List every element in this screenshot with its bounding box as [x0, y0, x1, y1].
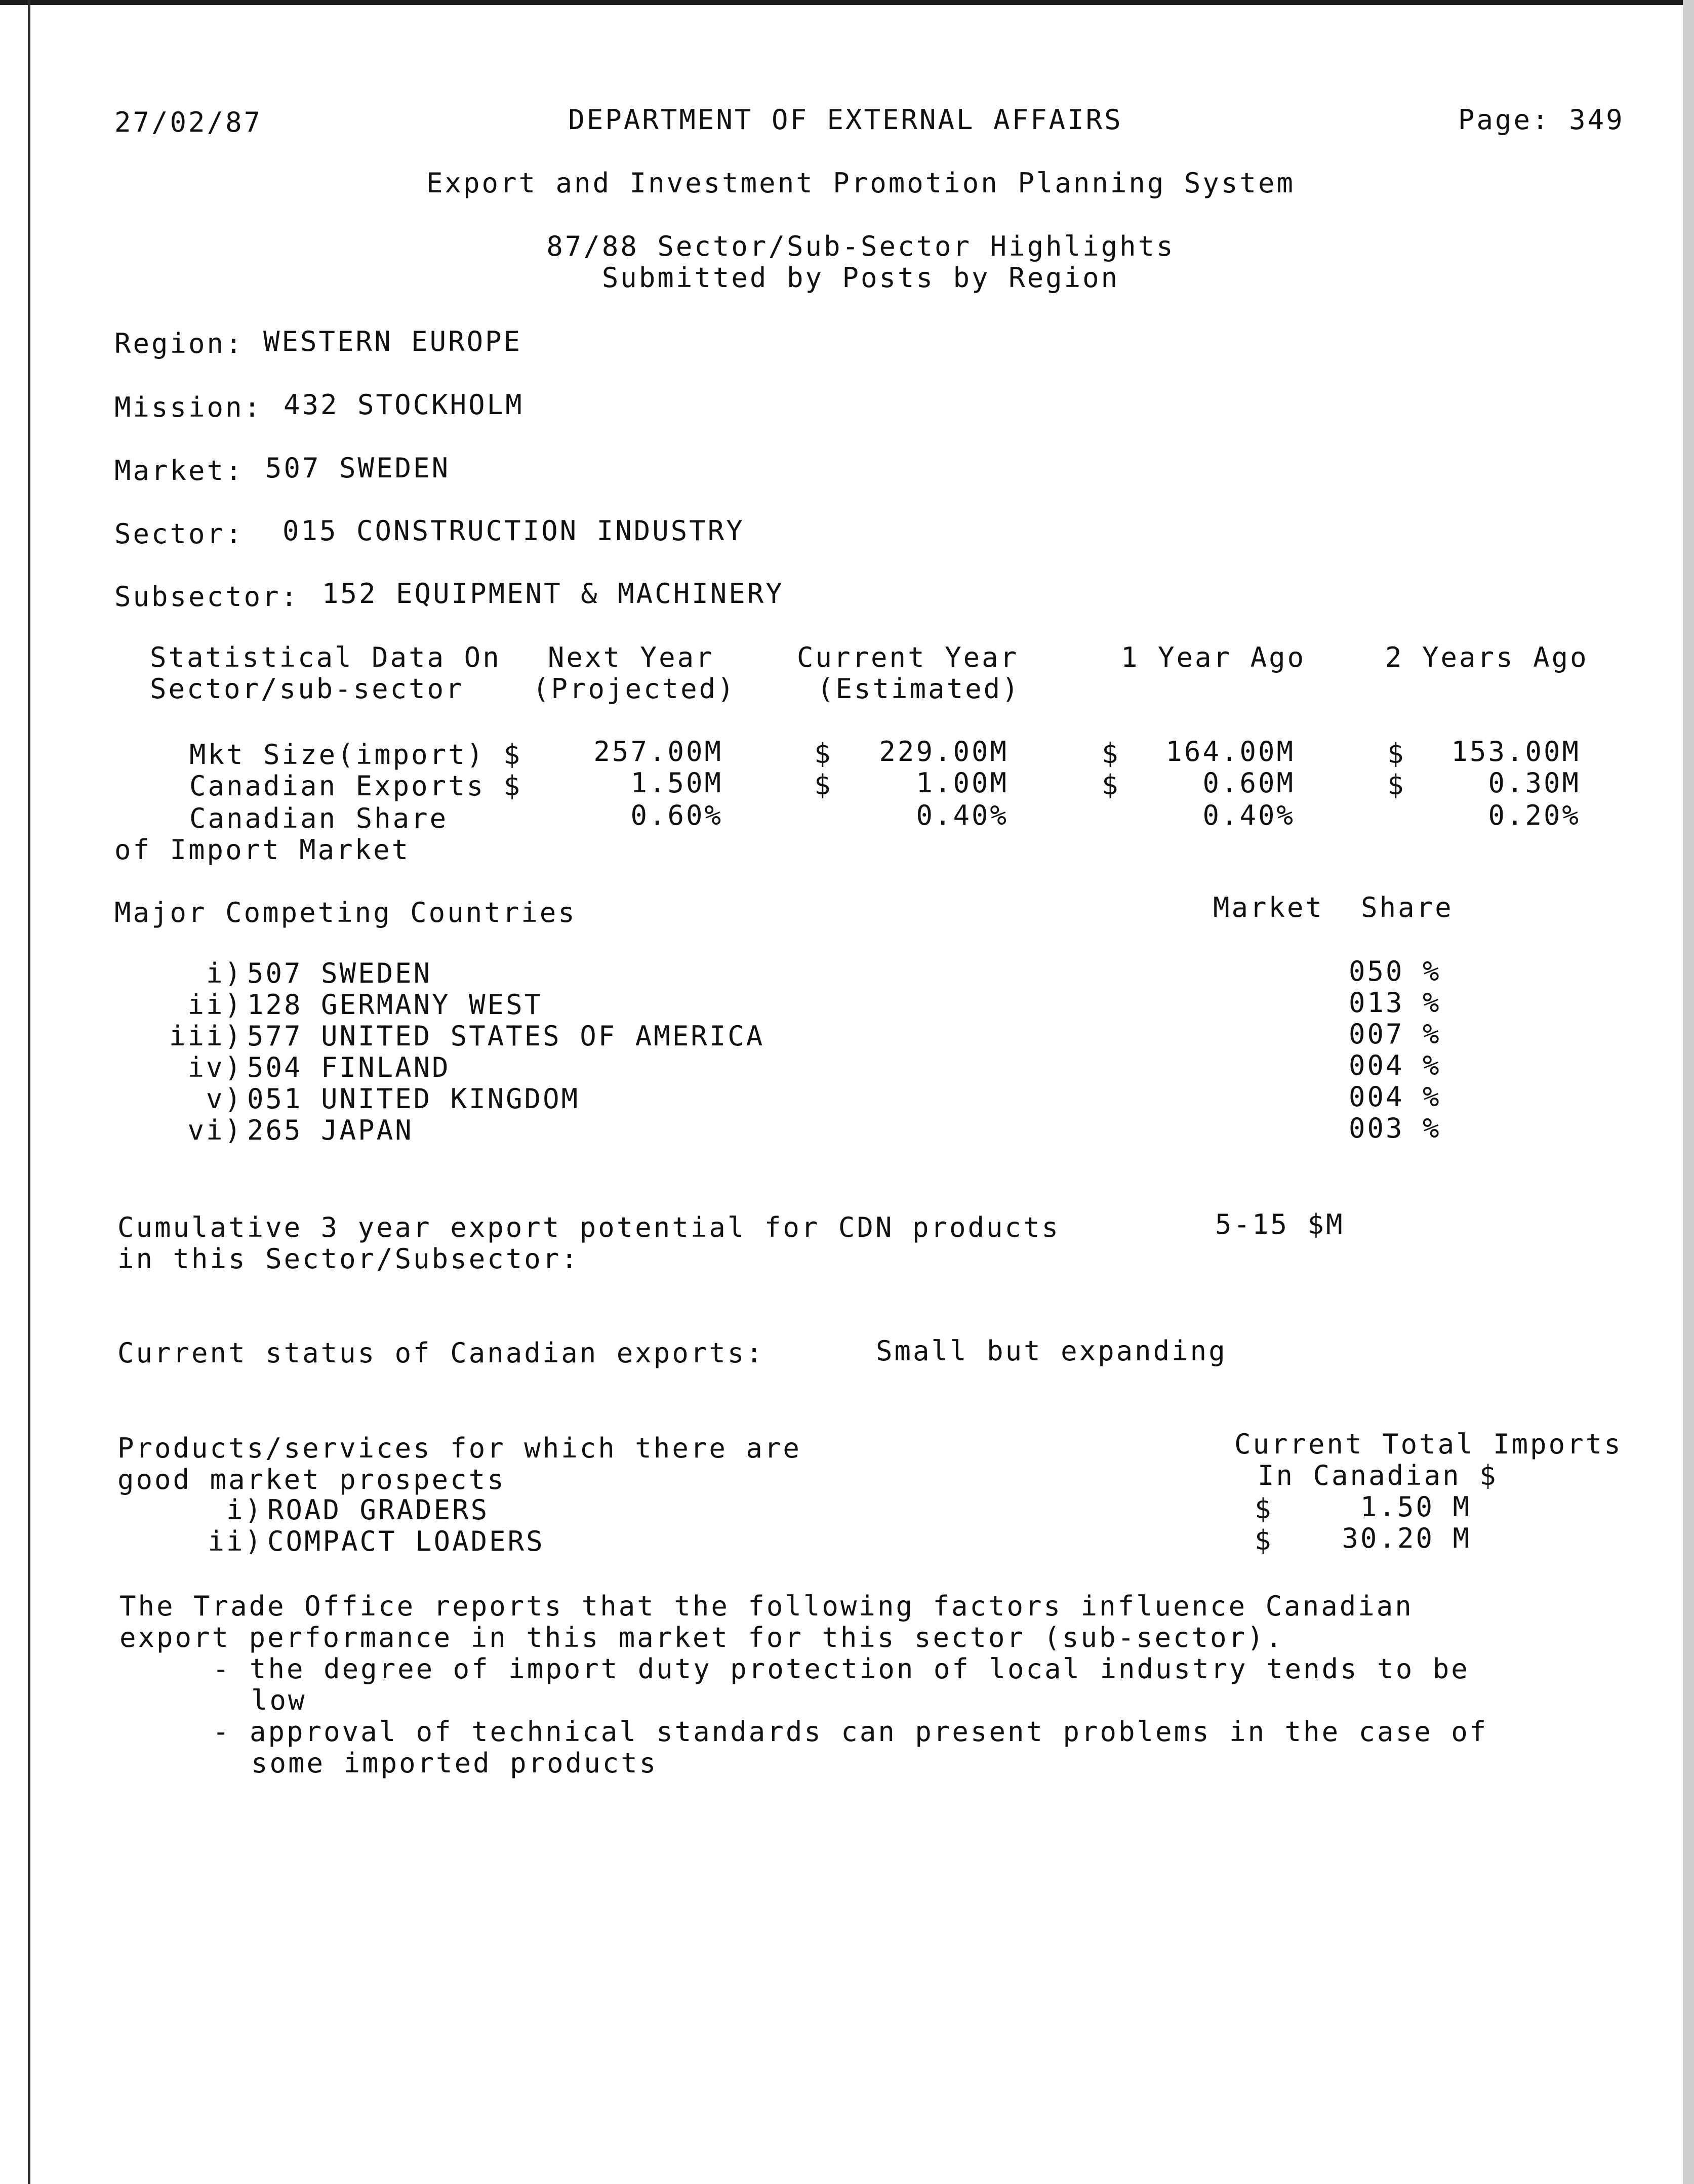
competitor-share: 004 %: [1349, 1049, 1441, 1081]
market-label: Market:: [114, 455, 244, 487]
report-title: 87/88 Sector/Sub-Sector Highlights: [546, 230, 1175, 262]
competitor-name: 504 FINLAND: [247, 1051, 451, 1083]
stats-header-label-2: Sector/sub-sector: [150, 673, 464, 705]
product-num: ii): [208, 1525, 263, 1557]
competitor-name: 128 GERMANY WEST: [247, 989, 543, 1021]
competitor-num: iii): [169, 1020, 243, 1052]
region-value: WESTERN EUROPE: [263, 326, 522, 357]
stats-header-next-year: Next Year: [548, 641, 714, 673]
stats-row-label: Mkt Size(import) $: [189, 739, 522, 771]
system-title: Export and Investment Promotion Planning System: [426, 167, 1295, 199]
stats-header-current-year: Current Year: [797, 641, 1019, 673]
status-value: Small but expanding: [876, 1335, 1227, 1367]
factors-intro-line2: export performance in this market for this sector (sub-sector).: [119, 1622, 1284, 1653]
stats-value-1-year-ago: 0.60M: [1202, 767, 1295, 799]
stats-value-next-year: 257.00M: [593, 736, 723, 767]
product-name: COMPACT LOADERS: [267, 1525, 545, 1557]
product-currency: $: [1255, 1493, 1273, 1525]
factor-bullet1-line1: - the degree of import duty protection of local industry tends to be: [213, 1653, 1470, 1685]
page-top-edge: [0, 0, 1694, 5]
page-right-edge: [1683, 0, 1694, 2184]
subsector-value: 152 EQUIPMENT & MACHINERY: [322, 578, 784, 610]
stats-value-current-year: 0.40%: [916, 799, 1009, 831]
report-subtitle: Submitted by Posts by Region: [601, 262, 1120, 294]
stats-header-projected: (Projected): [533, 673, 736, 705]
products-text-line2: good market prospects: [117, 1464, 506, 1495]
department-title: DEPARTMENT OF EXTERNAL AFFAIRS: [568, 104, 1123, 136]
stats-row-label: Canadian Share: [189, 802, 449, 834]
factor-bullet2-line1: - approval of technical standards can present problems in the case of: [213, 1716, 1488, 1748]
report-date: 27/02/87: [114, 106, 263, 138]
sector-value: 015 CONSTRUCTION INDUSTRY: [283, 515, 745, 547]
competitor-share: 013 %: [1349, 987, 1441, 1019]
status-label: Current status of Canadian exports:: [117, 1337, 764, 1369]
stats-header-label: Statistical Data On: [150, 641, 501, 673]
competitor-num: vi): [187, 1114, 243, 1146]
sector-label: Sector:: [114, 518, 244, 550]
factor-bullet2-line2: some imported products: [251, 1747, 658, 1779]
stats-value-2-years-ago: 0.20%: [1488, 799, 1581, 831]
stats-currency: $: [814, 769, 833, 801]
stats-row-label: Canadian Exports $: [189, 770, 522, 802]
competitor-num: v): [206, 1083, 243, 1115]
page-left-edge: [28, 0, 30, 2184]
stats-header-estimated: (Estimated): [817, 673, 1021, 705]
competitor-num: i): [206, 957, 243, 989]
imports-header-line1: Current Total Imports: [1234, 1428, 1623, 1460]
page-number: Page: 349: [1458, 104, 1625, 136]
competitor-name: 507 SWEDEN: [247, 957, 432, 989]
potential-value: 5-15 $M: [1215, 1208, 1345, 1240]
competitor-share: 004 %: [1349, 1081, 1441, 1113]
product-currency: $: [1255, 1524, 1273, 1556]
region-label: Region:: [114, 328, 244, 359]
products-text-line1: Products/services for which there are: [117, 1432, 801, 1464]
competitor-name: 265 JAPAN: [247, 1114, 414, 1146]
stats-value-2-years-ago: 0.30M: [1488, 767, 1581, 799]
competitor-share: 050 %: [1349, 955, 1441, 987]
stats-value-current-year: 1.00M: [916, 767, 1009, 799]
stats-currency: $: [1102, 738, 1120, 770]
competitor-num: iv): [187, 1051, 243, 1083]
stats-currency: $: [814, 738, 833, 770]
competitor-name: 051 UNITED KINGDOM: [247, 1083, 580, 1115]
stats-value-current-year: 229.00M: [879, 736, 1009, 767]
stats-header-1-year-ago: 1 Year Ago: [1121, 641, 1306, 673]
potential-text-line1: Cumulative 3 year export potential for CDN products: [117, 1211, 1061, 1243]
stats-currency: $: [1387, 769, 1406, 801]
factors-intro-line1: The Trade Office reports that the following factors influence Canadian: [119, 1590, 1414, 1622]
potential-text-line2: in this Sector/Subsector:: [117, 1243, 580, 1275]
share-suffix: of Import Market: [114, 834, 411, 866]
competitor-share: 003 %: [1349, 1112, 1441, 1144]
competitor-name: 577 UNITED STATES OF AMERICA: [247, 1020, 765, 1052]
stats-value-2-years-ago: 153.00M: [1451, 736, 1581, 767]
stats-currency: $: [1387, 738, 1406, 770]
subsector-label: Subsector:: [114, 581, 300, 613]
stats-value-next-year: 0.60%: [630, 799, 723, 831]
stats-value-1-year-ago: 0.40%: [1202, 799, 1295, 831]
competitor-share: 007 %: [1349, 1018, 1441, 1050]
competitors-title: Major Competing Countries: [114, 897, 577, 928]
competitor-num: ii): [187, 989, 243, 1021]
factor-bullet1-line2: low: [251, 1684, 307, 1716]
stats-value-1-year-ago: 164.00M: [1165, 736, 1295, 767]
market-share-header: Market Share: [1213, 892, 1454, 923]
stats-header-2-years-ago: 2 Years Ago: [1385, 641, 1589, 673]
mission-label: Mission:: [114, 391, 263, 423]
mission-value: 432 STOCKHOLM: [284, 389, 524, 421]
product-import-value: 1.50 M: [1360, 1491, 1471, 1523]
product-num: i): [226, 1494, 263, 1526]
product-import-value: 30.20 M: [1342, 1522, 1471, 1554]
market-value: 507 SWEDEN: [265, 452, 451, 484]
product-name: ROAD GRADERS: [267, 1494, 490, 1526]
stats-currency: $: [1102, 769, 1120, 801]
stats-value-next-year: 1.50M: [630, 767, 723, 799]
imports-header-line2: In Canadian $: [1258, 1460, 1498, 1491]
